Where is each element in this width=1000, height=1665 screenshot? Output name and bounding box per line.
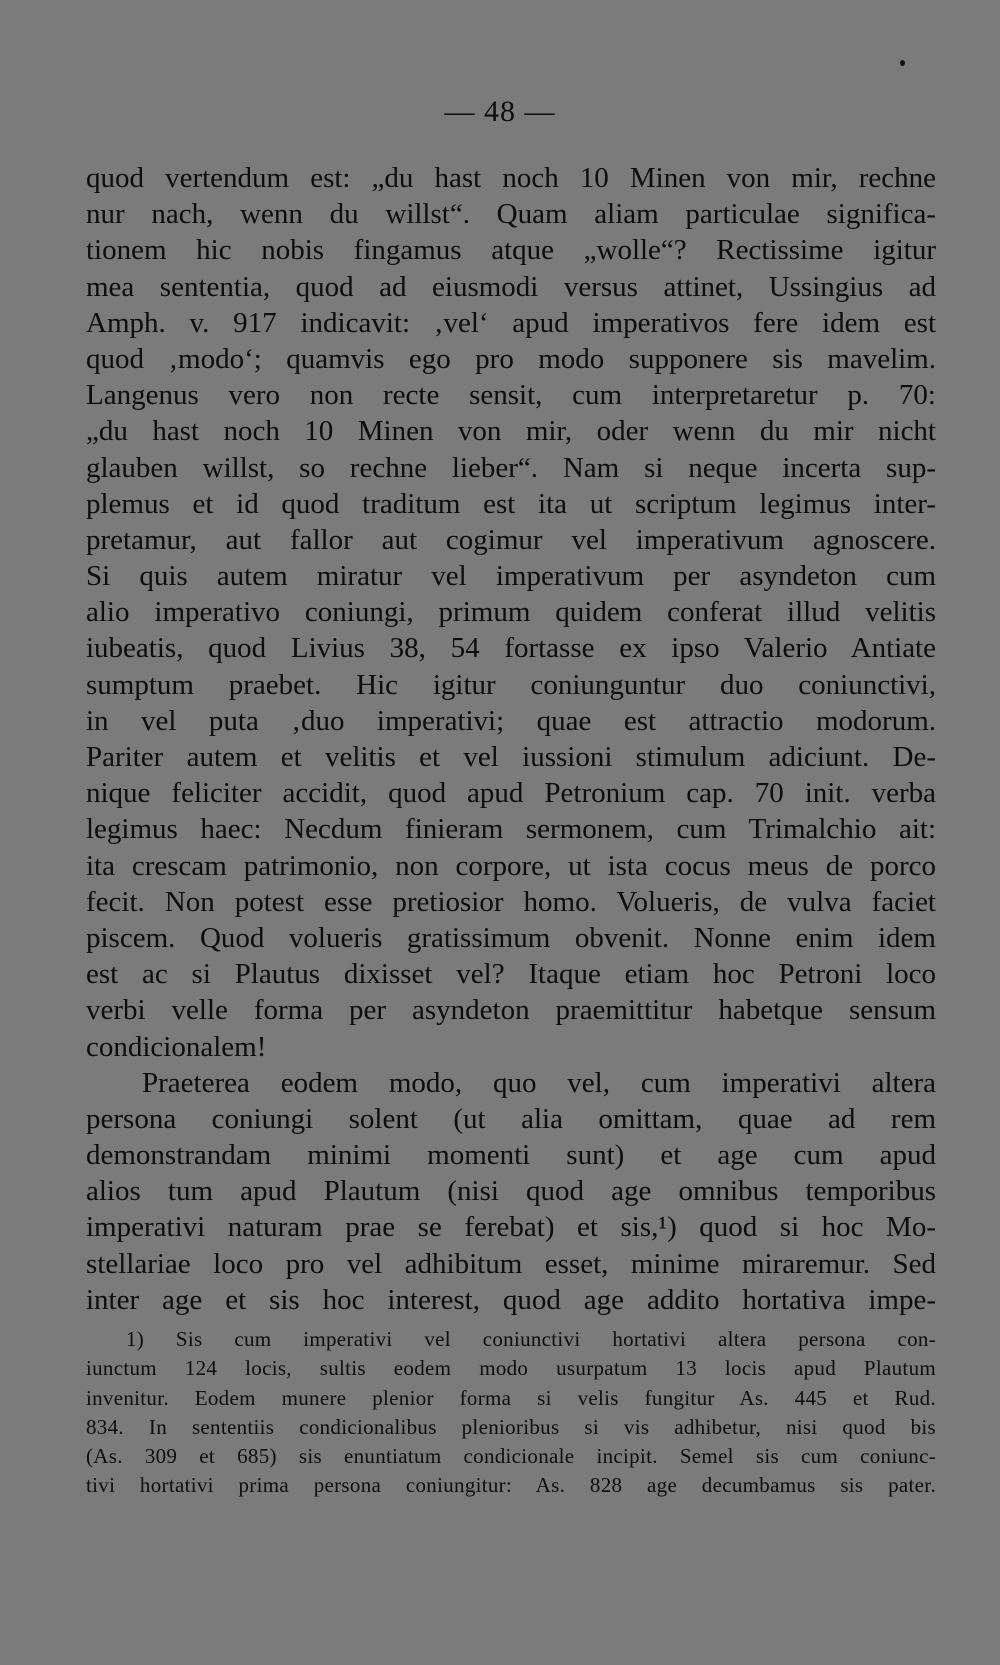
body-line: tionem hic nobis fingamus atque „wolle“? Rectissime igitur — [86, 234, 936, 267]
body-line: demonstrandam minimi momenti sunt) et age cum apud — [86, 1139, 936, 1172]
footnotes — [86, 1325, 936, 1501]
footnote-line: tivi hortativi prima persona coniungitur: As. 828 age decumbamus sis pater. — [86, 1473, 936, 1498]
body-line: imperativi naturam prae se ferebat) et sis,¹) quod si hoc Mo- — [86, 1211, 936, 1244]
body-line: in vel puta ‚duo imperativi; quae est attractio modorum. — [86, 704, 936, 737]
body-text — [86, 160, 936, 1318]
body-line: Pariter autem et velitis et vel iussioni stimulum adiciunt. De- — [86, 741, 936, 773]
body-line: Amph. v. 917 indicavit: ‚vel‘ apud imperativos fere idem est — [86, 306, 936, 339]
ink-speck — [900, 60, 905, 66]
body-line: inter age et sis hoc interest, quod age addito hortativa impe- — [86, 1283, 936, 1316]
body-line: Si quis autem miratur vel imperativum per asyndeton cum — [86, 560, 936, 593]
body-line: alio imperativo coniungi, primum quidem conferat illud velitis — [86, 596, 936, 629]
body-line: quod ‚modo‘; quamvis ego pro modo supponere sis mavelim. — [86, 342, 936, 375]
body-line: „du hast noch 10 Minen von mir, oder wenn du mir nicht — [86, 415, 936, 448]
footnote-line: invenitur. Eodem munere plenior forma si velis fungitur As. 445 et Rud. — [86, 1385, 936, 1410]
body-line: est ac si Plautus dixisset vel? Itaque etiam hoc Petroni loco — [86, 958, 936, 991]
footnote-line: (As. 309 et 685) sis enuntiatum condicionale incipit. Semel sis cum coniunc- — [86, 1444, 936, 1469]
body-line: plemus et id quod traditum est ita ut scriptum legimus inter- — [86, 487, 936, 520]
body-line: quod vertendum est: „du hast noch 10 Minen von mir, rechne — [86, 162, 936, 194]
body-line: condicionalem! — [86, 1030, 267, 1063]
body-line: verbi velle forma per asyndeton praemittitur habetque sensum — [86, 994, 936, 1027]
body-line: pretamur, aut fallor aut cogimur vel imperativum agnoscere. — [86, 523, 936, 556]
body-line: glauben willst, so rechne lieber“. Nam si neque incerta sup- — [86, 451, 936, 484]
body-line: nur nach, wenn du willst“. Quam aliam particulae significa- — [86, 198, 936, 231]
body-line: ita crescam patrimonio, non corpore, ut ista cocus meus de porco — [86, 849, 936, 882]
body-line: mea sententia, quod ad eiusmodi versus attinet, Ussingius ad — [86, 270, 936, 303]
footnote-line: 1) Sis cum imperativi vel coniunctivi hortativi altera persona con- — [126, 1327, 936, 1351]
body-line: legimus haec: Necdum finieram sermonem, cum Trimalchio ait: — [86, 813, 936, 846]
body-line: iubeatis, quod Livius 38, 54 fortasse ex ipso Valerio Antiate — [86, 632, 936, 665]
body-line: persona coniungi solent (ut alia omittam, quae ad rem — [86, 1102, 936, 1135]
footnote-line: 834. In sententiis condicionalibus plenioribus si vis adhibetur, nisi quod bis — [86, 1414, 936, 1439]
body-line: stellariae loco pro vel adhibitum esset, minime miraremur. Sed — [86, 1247, 936, 1280]
body-line: Langenus vero non recte sensit, cum interpretaretur p. 70: — [86, 379, 936, 412]
body-line: nique feliciter accidit, quod apud Petronium cap. 70 init. verba — [86, 777, 936, 810]
body-line: alios tum apud Plautum (nisi quod age omnibus temporibus — [86, 1175, 936, 1208]
body-line: fecit. Non potest esse pretiosior homo. Volueris, de vulva faciet — [86, 885, 936, 918]
body-line: piscem. Quod volueris gratissimum obvenit. Nonne enim idem — [86, 921, 936, 954]
page-number: — 48 — — [444, 95, 556, 128]
body-line: sumptum praebet. Hic igitur coniunguntur duo coniunctivi, — [86, 668, 936, 701]
body-line: Praeterea eodem modo, quo vel, cum imperativi altera — [142, 1066, 936, 1099]
footnote-line: iunctum 124 locis, sultis eodem modo usurpatum 13 locis apud Plautum — [86, 1356, 936, 1381]
